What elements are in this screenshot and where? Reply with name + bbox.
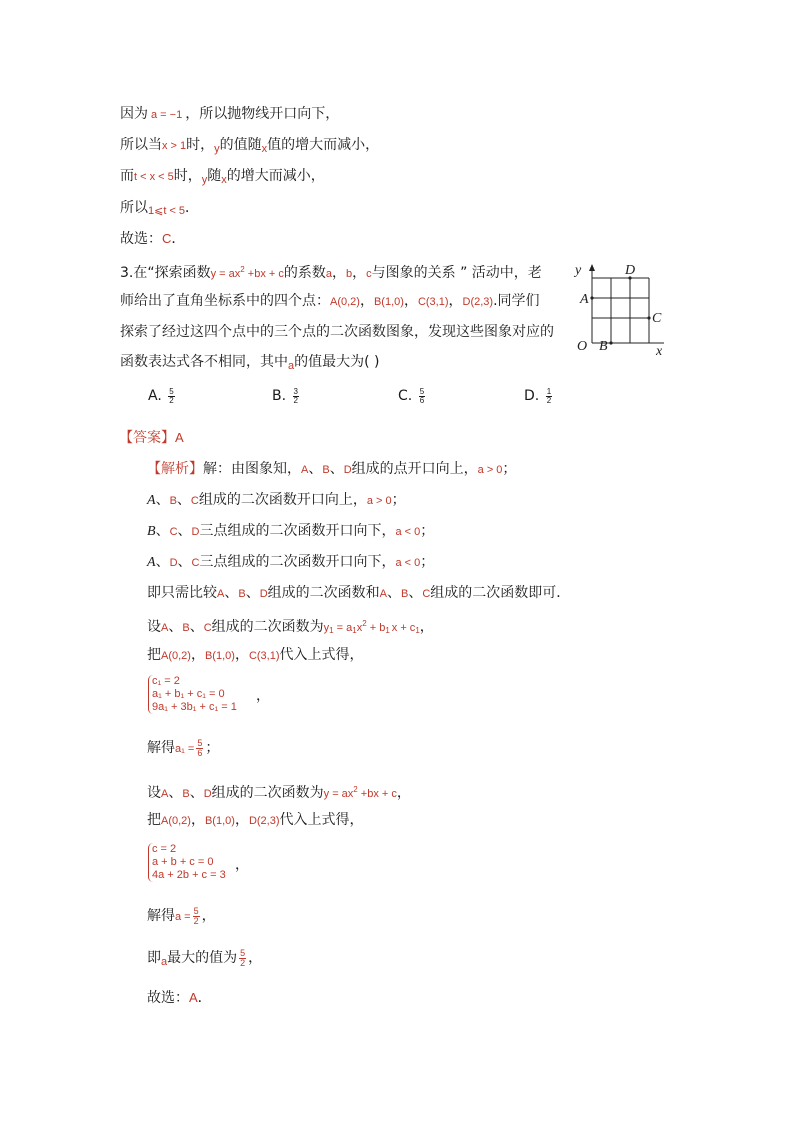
math: y (214, 143, 220, 155)
math-expression (323, 619, 420, 635)
analysis-line-11 (147, 906, 216, 927)
text: 、 (168, 619, 183, 635)
point-d-label: D (625, 263, 636, 278)
math-part: y (323, 622, 330, 634)
math: B (169, 495, 177, 507)
math-sup: 2 (240, 265, 245, 274)
math: C (191, 557, 200, 569)
math-sub: 1 (415, 626, 420, 635)
math: A (301, 464, 309, 476)
text: 组成的二次函数为 (211, 619, 324, 635)
fraction (196, 739, 203, 758)
text: ， (190, 812, 205, 828)
analysis-line-2 (147, 490, 406, 511)
text: 三点组成的二次函数开口向下， (199, 523, 396, 539)
text: 、 (155, 523, 170, 539)
equation: c = 2 (152, 843, 177, 855)
text: 组成的点开口向上， (351, 461, 478, 477)
question-line-3: 探索了经过这四个点中的三个点的二次函数图象，发现这些图象对应的 (120, 324, 554, 340)
text: 解得 (147, 740, 175, 756)
math-part: y = ax (210, 268, 241, 280)
math: D (343, 464, 352, 476)
system-1-comma: ， (256, 688, 270, 704)
solution-line-2 (120, 135, 379, 159)
text: 故选： (120, 231, 162, 247)
text: 最大的值为 (167, 950, 238, 966)
math-part: x (356, 622, 363, 634)
text: ， (448, 293, 463, 309)
math-part: x + c (391, 622, 416, 634)
math: a > 0 (477, 464, 503, 476)
math: 1⩽t < 5 (148, 205, 186, 217)
math-italic: B (147, 524, 156, 539)
numerator: 5 (419, 386, 425, 396)
solution-line-1 (120, 104, 339, 125)
math: b (346, 268, 353, 280)
text: 设 (147, 785, 161, 801)
text: ，所以抛物线开口向下， (185, 106, 340, 122)
text: 时， (186, 137, 215, 153)
math: a > 0 (366, 495, 392, 507)
text: 所以 (120, 200, 148, 216)
solution-line-5 (120, 229, 185, 249)
analysis-line-4 (147, 552, 434, 573)
point-c (647, 316, 650, 319)
option-fraction (419, 388, 425, 405)
text: 设 (147, 619, 161, 635)
option-fraction (546, 388, 552, 405)
denominator: 2 (240, 957, 246, 968)
text: 组成的二次函数开口向上， (198, 492, 367, 508)
y-axis-arrow (589, 264, 595, 271)
math: A (217, 588, 225, 600)
math: D (259, 588, 268, 600)
text: ， (403, 293, 418, 309)
math: C (422, 588, 431, 600)
x-axis-label: x (656, 344, 663, 358)
analysis-tag: 【解析】 (147, 461, 203, 477)
math: a (288, 360, 295, 372)
text: 在“探索函数 (133, 265, 211, 281)
text: 、 (155, 554, 170, 570)
text: 、 (189, 619, 204, 635)
equation-system-2 (148, 843, 226, 882)
text: ， (332, 265, 346, 281)
math-expression (323, 785, 397, 800)
point-c-label: C (652, 311, 662, 326)
fraction (239, 949, 246, 968)
math: B(1,0) (373, 296, 404, 308)
text: 代入上式得， (279, 647, 364, 663)
math: D(2,3) (248, 815, 280, 827)
math: C (190, 495, 199, 507)
question-line-2 (120, 291, 540, 312)
math: D (191, 526, 200, 538)
text: ， (234, 812, 249, 828)
numerator: 5 (240, 947, 246, 958)
text: 的值最大为( ) (294, 354, 380, 370)
analysis-line-5 (147, 583, 570, 604)
text: 、 (177, 554, 192, 570)
math: a₁ = (175, 743, 195, 755)
system-2-comma: ， (235, 857, 249, 873)
numerator: 5 (197, 737, 203, 748)
analysis-line-10 (147, 810, 364, 831)
denominator: 6 (419, 395, 425, 405)
text: ； (391, 492, 406, 508)
text: ， (359, 293, 374, 309)
text: 师给出了直角坐标系中的四个点： (120, 293, 330, 309)
math: D (203, 788, 212, 800)
math-part: + b (366, 622, 386, 634)
point-b-label: B (599, 339, 608, 354)
equation: c₁ = 2 (152, 675, 180, 687)
text: 的系数 (283, 265, 326, 281)
text: 、 (155, 492, 170, 508)
text: ， (190, 647, 205, 663)
text: 把 (147, 647, 161, 663)
text: 、 (224, 585, 239, 601)
math-part: +bx + c (244, 268, 284, 280)
point-a-label: A (580, 292, 589, 307)
text: 即只需比较 (147, 585, 217, 601)
math: a = (175, 911, 191, 923)
math: B(1,0) (204, 815, 235, 827)
analysis-line-7 (147, 645, 364, 666)
math: a < 0 (395, 557, 421, 569)
text: 时， (173, 168, 202, 184)
equation-system-1 (148, 675, 237, 714)
math-sup: 2 (353, 785, 358, 794)
math: A (189, 990, 198, 1005)
text: 代入上式得， (279, 812, 364, 828)
origin-label: O (577, 339, 588, 354)
math: B(1,0) (204, 650, 235, 662)
text: 与图象的关系 ” 活动中，老 (371, 265, 542, 281)
option-b[interactable] (272, 386, 301, 406)
math: A (161, 622, 169, 634)
point-a (590, 296, 593, 299)
math: C (169, 526, 178, 538)
math-sub: 1 (385, 626, 390, 635)
math: t < x < 5 (134, 171, 174, 183)
math-part: +bx + c (357, 788, 397, 800)
analysis-line-6 (147, 614, 434, 641)
math: B (322, 464, 330, 476)
analysis-line-13 (147, 988, 212, 1008)
denominator: 2 (193, 915, 199, 926)
text: 组成的二次函数即可． (430, 585, 571, 601)
math: c (366, 268, 372, 280)
text: 、 (408, 585, 423, 601)
text: 的值随 (219, 137, 262, 153)
math: B (238, 588, 246, 600)
math: A(0,2) (330, 296, 360, 308)
math: A (161, 788, 169, 800)
math: A(0,2) (161, 650, 191, 662)
question-line-1 (120, 260, 542, 284)
text: 、 (245, 585, 260, 601)
math: D(2,3) (462, 296, 494, 308)
fraction (193, 907, 200, 926)
answer-line (119, 428, 184, 448)
text: 、 (329, 461, 344, 477)
numerator: 5 (193, 905, 199, 916)
option-label: A. (148, 388, 162, 404)
equation: 9a₁ + 3b₁ + c₁ = 1 (152, 701, 237, 713)
text: ； (502, 461, 517, 477)
text: ； (205, 740, 220, 756)
math-part: = a (333, 622, 353, 634)
equation: 4a + 2b + c = 3 (152, 869, 226, 881)
denominator: 2 (169, 395, 174, 405)
text: 故选： (147, 990, 189, 1006)
math: C (162, 231, 172, 246)
math: B (182, 622, 190, 634)
numerator: 1 (546, 386, 552, 396)
text: ． (171, 231, 186, 247)
denominator: 2 (293, 395, 298, 405)
solution-line-3 (120, 166, 325, 190)
math-sup: 2 (362, 619, 367, 628)
option-fraction (168, 388, 174, 405)
text: 、 (168, 785, 183, 801)
math: B (182, 788, 190, 800)
text: ， (234, 647, 249, 663)
option-c[interactable] (398, 386, 427, 406)
math-part: y = ax (323, 788, 354, 800)
solution-line-4 (120, 198, 199, 221)
math: a (161, 956, 168, 968)
math: x (221, 174, 227, 186)
option-fraction (293, 388, 299, 405)
equation: a + b + c = 0 (152, 856, 214, 868)
math: a = −1 (151, 109, 183, 121)
math-sub: 1 (329, 626, 334, 635)
point-b (609, 341, 612, 344)
text: ， (201, 908, 216, 924)
option-label: C. (398, 388, 413, 404)
question-line-4 (120, 352, 380, 376)
analysis-line-9 (147, 780, 411, 804)
answer-value: A (175, 430, 184, 445)
text: 把 (147, 812, 161, 828)
text: 、 (308, 461, 323, 477)
text: 组成的二次函数和 (267, 585, 380, 601)
math: a < 0 (395, 526, 421, 538)
math: x (261, 143, 268, 155)
text: ； (420, 554, 435, 570)
math: A (379, 588, 387, 600)
text: ， (396, 785, 411, 801)
math: A(0,2) (161, 815, 191, 827)
question-number: 3. (120, 265, 134, 281)
math-italic: A (147, 493, 156, 508)
text: ． (197, 990, 212, 1006)
math: a (325, 268, 332, 280)
text: 、 (176, 492, 191, 508)
numerator: 5 (169, 386, 174, 396)
text: 解得 (147, 908, 175, 924)
analysis-line-1 (147, 459, 516, 480)
text: 值的增大而减小， (267, 137, 380, 153)
text: 解：由图象知， (203, 461, 301, 477)
text: 因为 (120, 106, 148, 122)
text: 三点组成的二次函数开口向下， (199, 554, 396, 570)
text: ； (420, 523, 435, 539)
math: C (203, 622, 212, 634)
text: 、 (189, 785, 204, 801)
text: 的增大而减小， (226, 168, 325, 184)
math-italic: A (147, 555, 156, 570)
math-sub: 1 (352, 626, 357, 635)
text: 函数表达式各不相同，其中 (120, 354, 288, 370)
text: 而 (120, 168, 134, 184)
text: 即 (147, 950, 161, 966)
text: ， (419, 619, 434, 635)
option-label: D. (524, 388, 540, 404)
analysis-line-12 (147, 948, 262, 972)
coordinate-grid-figure (572, 258, 672, 358)
option-d[interactable] (524, 386, 554, 406)
option-label: B. (272, 388, 287, 404)
option-a[interactable] (148, 386, 177, 406)
math: C(3,1) (248, 650, 280, 662)
y-axis-label: y (575, 263, 582, 278)
math: D (169, 557, 178, 569)
math (210, 265, 284, 280)
numerator: 3 (293, 386, 298, 396)
denominator: 6 (197, 747, 203, 758)
text: 随 (207, 168, 222, 184)
text: ． (185, 200, 200, 216)
text: ， (248, 950, 263, 966)
math: C(3,1) (417, 296, 449, 308)
math: B (400, 588, 409, 600)
analysis-line-8 (147, 738, 219, 759)
text: 组成的二次函数为 (211, 785, 324, 801)
text: ， (352, 265, 367, 281)
math: x > 1 (162, 140, 187, 152)
equation: a₁ + b₁ + c₁ = 0 (152, 688, 225, 700)
answer-tag: 【答案】 (119, 430, 175, 446)
text: 、 (386, 585, 401, 601)
text: .同学们 (493, 293, 540, 309)
denominator: 2 (546, 395, 552, 405)
math: y (201, 174, 208, 186)
analysis-line-3 (147, 521, 434, 542)
text: 所以当 (120, 137, 162, 153)
text: 、 (177, 523, 192, 539)
